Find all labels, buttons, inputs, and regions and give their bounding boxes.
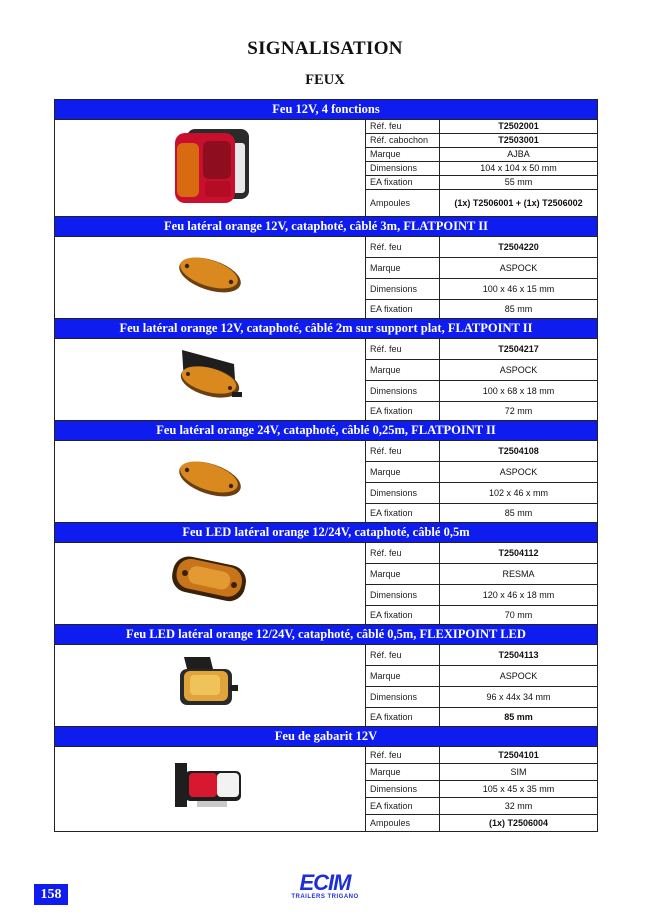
spec-row [366,462,597,483]
product-image [55,441,366,522]
spec-label: EA fixation [366,504,440,523]
spec-row [366,564,597,585]
led-orange-side-lamp-icon [168,551,252,616]
spec-row [366,543,597,564]
oval-orange-lamp-with-bracket-icon [170,342,250,417]
spec-value: 72 mm [504,405,533,416]
product-section [55,217,597,319]
product-title: Feu latéral orange 12V, cataphoté, câblé 2m sur support plat, FLATPOINT II [55,319,597,339]
page-title: SIGNALISATION [247,38,403,59]
spec-value: ASPOCK [440,258,598,279]
spec-table [366,120,597,216]
spec-label: EA fixation [366,708,440,727]
spec-label: EA fixation [366,300,440,319]
spec-table [366,543,597,624]
spec-label: Dimensions [366,585,440,606]
spec-row [366,279,597,300]
product-body [55,747,597,831]
spec-table [366,237,597,318]
product-body [55,645,597,727]
spec-value: 96 x 44x 34 mm [440,687,598,708]
product-body [55,339,597,421]
product-title: Feu latéral orange 12V, cataphoté, câblé 3m, FLATPOINT II [55,217,597,237]
spec-value: 105 x 45 x 35 mm [440,781,598,798]
spec-row [366,134,597,148]
spec-row [366,162,597,176]
product-title: Feu de gabarit 12V [55,727,597,747]
product-body [55,441,597,523]
spec-label: Marque [366,258,440,279]
spec-row [366,360,597,381]
spec-value: ASPOCK [440,666,598,687]
spec-value: T2502001 [440,120,598,134]
spec-row [366,300,597,319]
spec-value: 85 mm [504,711,533,722]
spec-value: 70 mm [504,609,533,620]
spec-label: Dimensions [366,162,440,176]
product-section [55,523,597,625]
spec-value: 85 mm [504,303,533,314]
spec-label: Ampoules [366,815,440,832]
spec-row [366,798,597,815]
spec-value: SIM [440,764,598,781]
spec-value: T2504113 [440,645,598,666]
spec-value: T2503001 [440,134,598,148]
spec-label: Réf. feu [366,441,440,462]
clearance-marker-lamp-icon [167,757,253,822]
spec-label: Dimensions [366,483,440,504]
spec-value: T2504112 [440,543,598,564]
spec-value: 102 x 46 x mm [440,483,598,504]
spec-label: EA fixation [366,798,440,815]
product-title: Feu 12V, 4 fonctions [55,100,597,120]
product-section [55,421,597,523]
spec-row [366,645,597,666]
spec-label: Dimensions [366,381,440,402]
spec-row [366,764,597,781]
spec-label: Marque [366,148,440,162]
product-title: Feu LED latéral orange 12/24V, cataphoté, câblé 0,5m [55,523,597,543]
spec-row [366,815,597,832]
spec-row [366,402,597,421]
spec-label: Réf. feu [366,543,440,564]
spec-label: EA fixation [366,606,440,625]
spec-value: 100 x 68 x 18 mm [440,381,598,402]
spec-row [366,747,597,764]
spec-value: T2504108 [440,441,598,462]
spec-table [366,747,597,831]
product-body [55,237,597,319]
spec-value: T2504101 [440,747,598,764]
spec-row [366,483,597,504]
flexipoint-led-lamp-icon [170,651,250,720]
spec-value: 55 mm [440,176,598,190]
spec-table [366,441,597,522]
spec-row [366,666,597,687]
page-number: 158 [34,884,68,905]
product-body [55,543,597,625]
square-rear-lamp-4-functions-icon [165,123,255,214]
spec-label: Marque [366,764,440,781]
spec-table [366,645,597,726]
spec-value: 120 x 46 x 18 mm [440,585,598,606]
spec-label: EA fixation [366,176,440,190]
spec-row [366,708,597,727]
spec-value: ASPOCK [440,462,598,483]
spec-value: 104 x 104 x 50 mm [440,162,598,176]
spec-row [366,120,597,134]
spec-label: Dimensions [366,279,440,300]
spec-table [366,339,597,420]
product-image [55,543,366,624]
spec-label: Marque [366,462,440,483]
spec-value: T2504217 [440,339,598,360]
ecim-logo [287,870,363,904]
spec-value: ASPOCK [440,360,598,381]
product-image [55,237,366,318]
product-section [55,100,597,217]
product-image [55,747,366,831]
spec-value: 85 mm [504,507,533,518]
product-title: Feu LED latéral orange 12/24V, cataphoté, câblé 0,5m, FLEXIPOINT LED [55,625,597,645]
spec-row [366,504,597,523]
product-title: Feu latéral orange 24V, cataphoté, câblé 0,25m, FLATPOINT II [55,421,597,441]
spec-label: Réf. feu [366,339,440,360]
spec-label: Réf. feu [366,120,440,134]
spec-row [366,441,597,462]
spec-row [366,781,597,798]
spec-value: RESMA [440,564,598,585]
oval-orange-side-lamp-icon [175,454,245,509]
product-section [55,319,597,421]
logo-subtitle: TRAILERS TRIGANO [291,894,359,900]
spec-label: Réf. cabochon [366,134,440,148]
spec-row [366,381,597,402]
spec-label: Réf. feu [366,645,440,666]
spec-label: Dimensions [366,781,440,798]
spec-row [366,237,597,258]
product-section [55,727,597,831]
spec-value: 32 mm [440,798,598,815]
spec-row [366,176,597,190]
spec-label: Marque [366,666,440,687]
product-body [55,120,597,217]
product-image [55,339,366,420]
spec-label: EA fixation [366,402,440,421]
logo-name: ECIM [299,870,351,895]
spec-label: Réf. feu [366,237,440,258]
spec-value: (1x) T2506004 [488,817,549,828]
spec-label: Ampoules [366,190,440,217]
product-image [55,645,366,726]
spec-row [366,585,597,606]
spec-value: (1x) T2506001 + (1x) T2506002 [454,197,583,208]
spec-row [366,339,597,360]
page-subtitle: FEUX [305,72,345,88]
product-image [55,120,366,216]
spec-value: T2504220 [440,237,598,258]
spec-row [366,190,597,217]
spec-label: Marque [366,564,440,585]
spec-row [366,258,597,279]
product-catalog-table [54,99,598,832]
spec-row [366,148,597,162]
spec-value: AJBA [440,148,598,162]
spec-label: Réf. feu [366,747,440,764]
spec-label: Dimensions [366,687,440,708]
product-section [55,625,597,727]
oval-orange-side-lamp-icon [175,250,245,305]
spec-row [366,687,597,708]
spec-value: 100 x 46 x 15 mm [440,279,598,300]
spec-label: Marque [366,360,440,381]
spec-row [366,606,597,625]
